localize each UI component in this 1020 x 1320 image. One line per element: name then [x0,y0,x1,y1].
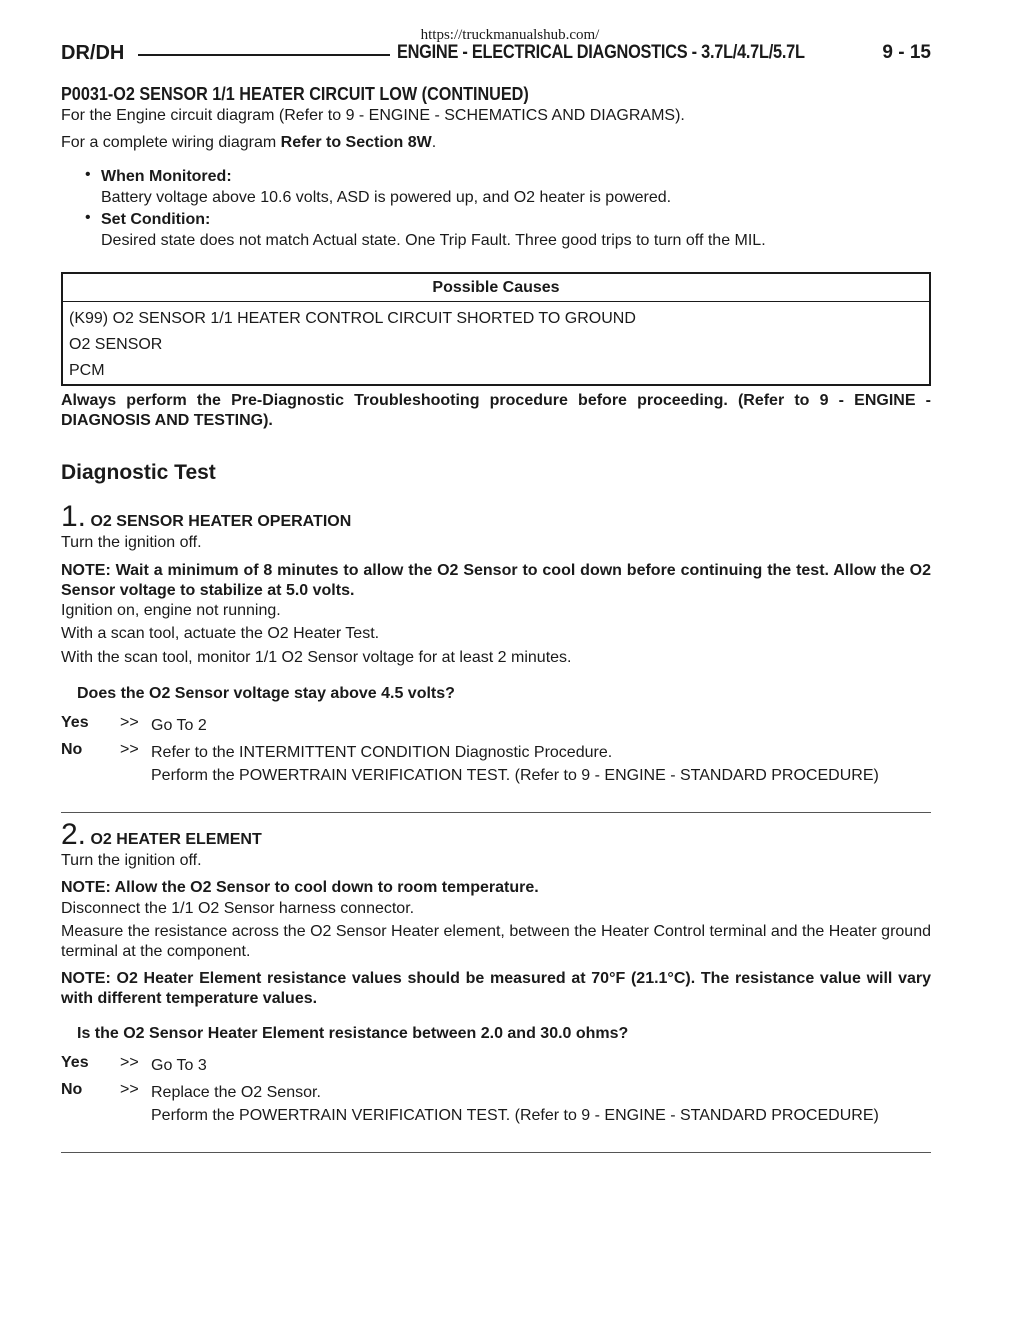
causes-header: Possible Causes [62,273,930,302]
bullet-dot: • [85,209,91,226]
pre-diagnostic-note: Always perform the Pre-Diagnostic Troubleshooting procedure before proceeding. (Refer to 9 - ENGINE - DIAGNOSIS AND TESTING). [61,392,931,429]
cause-row: (K99) O2 SENSOR 1/1 HEATER CONTROL CIRCUIT SHORTED TO GROUND [69,310,636,327]
page-number: 9 - 15 [882,42,931,63]
answer-text: Replace the O2 Sensor. [151,1084,321,1101]
bullet-content [101,209,931,251]
answer-text: Go To 3 [151,1057,207,1074]
answer-arrow: >> [120,741,139,758]
answer-text: Perform the POWERTRAIN VERIFICATION TEST. (Refer to 9 - ENGINE - STANDARD PROCEDURE) [151,1107,879,1124]
step-divider [61,812,931,813]
diagnostic-test-heading: Diagnostic Test [61,461,216,484]
cause-row: PCM [69,362,105,379]
header-model: DR/DH [61,42,125,64]
intro-line-2 [61,133,931,153]
answer-arrow: >> [120,1081,139,1098]
intro-line-1: For the Engine circuit diagram (Refer to 9 - ENGINE - SCHEMATICS AND DIAGRAMS). [61,107,685,124]
step-number: 1. [61,500,87,533]
answer-label: Yes [61,714,89,731]
step-2-line-1: Turn the ignition off. [61,852,202,869]
step-1-heading [61,500,931,534]
possible-causes-table [61,272,931,386]
step-1-line-1: Turn the ignition off. [61,534,202,551]
page-header [61,42,931,66]
step-1-line-2: Ignition on, engine not running. [61,602,281,619]
answer-arrow: >> [120,714,139,731]
step-title: O2 HEATER ELEMENT [90,831,262,848]
section-title: P0031-O2 SENSOR 1/1 HEATER CIRCUIT LOW (CONTINUED) [61,84,529,104]
answer-label: No [61,741,83,758]
bullet-content [101,166,931,208]
header-title: ENGINE - ELECTRICAL DIAGNOSTICS - 3.7L/4.7L/5.7L [397,42,805,63]
intro-line-2-suffix: . [431,134,437,151]
answer-text: Refer to the INTERMITTENT CONDITION Diagnostic Procedure. [151,744,613,761]
step-2-heading [61,818,931,852]
answer-text: Go To 2 [151,717,207,734]
bullet-label: Set Condition: [101,211,211,228]
header-rule [138,54,390,56]
step-2-note-2: NOTE: O2 Heater Element resistance values should be measured at 70°F (21.1°C). The resistance value will vary with different temperature values. [61,970,931,1007]
step-divider [61,1152,931,1153]
bullet-label: When Monitored: [101,168,232,185]
step-2-question: Is the O2 Sensor Heater Element resistance between 2.0 and 30.0 ohms? [77,1025,629,1042]
bullet-text: Desired state does not match Actual state. One Trip Fault. Three good trips to turn off the MIL. [101,232,766,249]
step-1-note: NOTE: Wait a minimum of 8 minutes to allow the O2 Sensor to cool down before continuing the test. Allow the O2 Sensor voltage to stabilize at 5.0 volts. [61,562,931,599]
answer-text: Perform the POWERTRAIN VERIFICATION TEST. (Refer to 9 - ENGINE - STANDARD PROCEDURE) [151,767,879,784]
bullet-text: Battery voltage above 10.6 volts, ASD is powered up, and O2 heater is powered. [101,189,672,206]
step-1-line-4: With the scan tool, monitor 1/1 O2 Sensor voltage for at least 2 minutes. [61,649,572,666]
answer-label: Yes [61,1054,89,1071]
step-1-line-3: With a scan tool, actuate the O2 Heater Test. [61,625,380,642]
wiring-diagram-ref: Refer to Section 8W [280,134,432,151]
step-number: 2. [61,818,87,851]
step-2-line-2: Disconnect the 1/1 O2 Sensor harness connector. [61,900,415,917]
step-1-question: Does the O2 Sensor voltage stay above 4.5 volts? [77,685,455,702]
step-2-note-1: NOTE: Allow the O2 Sensor to cool down to room temperature. [61,879,539,896]
cause-row: O2 SENSOR [69,336,163,353]
step-2-line-3: Measure the resistance across the O2 Sensor Heater element, between the Heater Control terminal and the Heater ground terminal at the component. [61,923,931,960]
step-title: O2 SENSOR HEATER OPERATION [90,513,352,530]
answer-label: No [61,1081,83,1098]
source-url[interactable]: https://truckmanualshub.com/ [420,27,600,43]
intro-line-2-prefix: For a complete wiring diagram [61,134,281,151]
bullet-dot: • [85,166,91,183]
answer-arrow: >> [120,1054,139,1071]
